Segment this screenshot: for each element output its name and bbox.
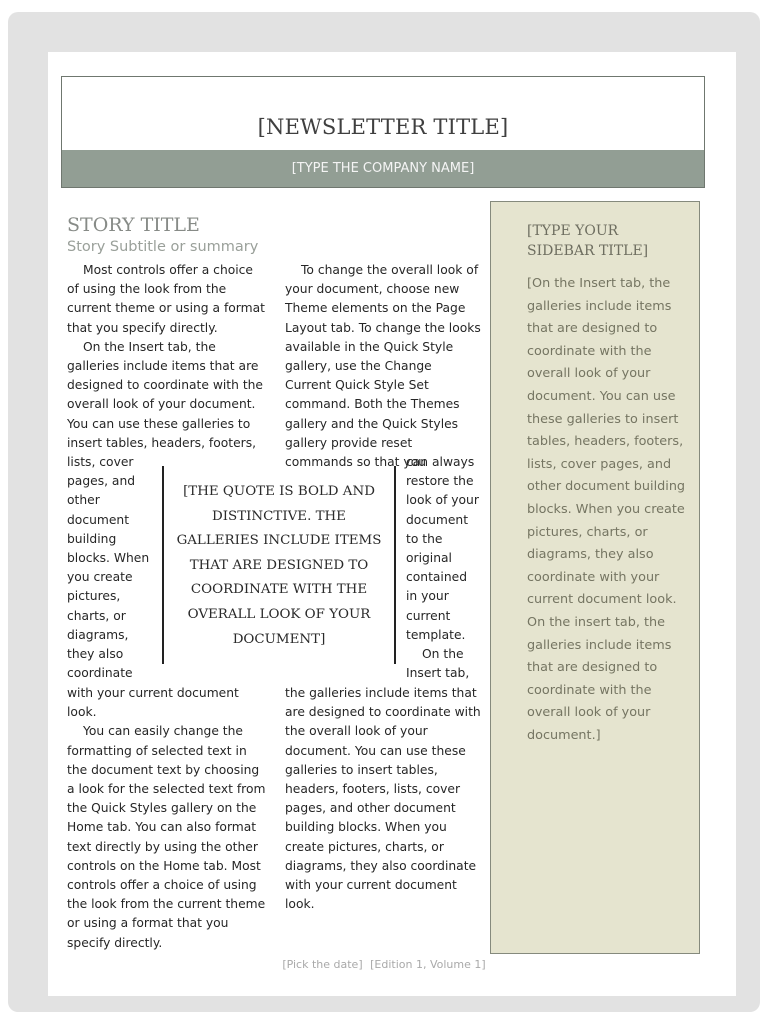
column-1-bottom[interactable] xyxy=(67,684,267,953)
paragraph: On the Insert tab, the galleries include items that are designed to coordinate with the overall look of your document. You can use these galleries to insert tables, headers, footers, xyxy=(67,339,263,450)
paragraph: can always restore the look of your document to the original contained in your current template. xyxy=(406,455,479,642)
edition-field[interactable]: [Edition 1, Volume 1] xyxy=(370,958,486,971)
paragraph: To change the overall look of your document, choose new Theme elements on the Page Layout tab. To change the looks available in the Quick Style gallery, use the Change Current Quick Style Set command. Both the Themes gallery and the Quick Styles gallery provide reset commands so that you xyxy=(285,263,481,470)
story-subtitle[interactable]: Story Subtitle or summary xyxy=(67,239,259,255)
paragraph: Most controls offer a choice of using the look from the current theme or using a format that you specify directly. xyxy=(67,263,265,335)
pull-quote-text: [THE QUOTE IS BOLD AND DISTINCTIVE. THE GALLERIES INCLUDE ITEMS THAT ARE DESIGNED TO COORDINATE WITH THE OVERALL LOOK OF YOUR DOCUMENT] xyxy=(176,484,382,647)
sidebar[interactable] xyxy=(490,201,700,954)
story-title[interactable]: STORY TITLE xyxy=(67,214,200,236)
paragraph: lists, cover pages, and other document building blocks. When you create pictures, charts, or diagrams, they also coordinate xyxy=(67,455,150,681)
company-name-band xyxy=(62,150,704,187)
paragraph: You can easily change the formatting of selected text in the document text by choosing a look for the selected text from the Quick Styles gallery on the Home tab. You can also format text directly by using the other controls on the Home tab. Most controls offer a choice of using the look from the current theme or using a format that you specify directly. xyxy=(67,724,266,950)
company-name[interactable]: [TYPE THE COMPANY NAME] xyxy=(291,161,475,176)
column-1-top[interactable] xyxy=(67,261,267,453)
sidebar-title: [TYPE YOUR SIDEBAR TITLE] xyxy=(527,223,649,259)
pull-quote-box[interactable] xyxy=(162,466,396,664)
paragraph: with your current document look. xyxy=(67,686,239,720)
paragraph: On the Insert tab, xyxy=(406,647,470,681)
column-2-bottom[interactable] xyxy=(285,684,481,914)
paragraph: the galleries include items that are designed to coordinate with the overall look of your document. You can use these galleries to insert tables, headers, footers, lists, cover pages, and other document building blocks. When you create pictures, charts, or diagrams, they also coordinate with your current document look. xyxy=(285,686,481,912)
column-2-wrap[interactable] xyxy=(406,453,481,683)
column-2-top[interactable] xyxy=(285,261,481,472)
masthead xyxy=(61,76,705,188)
sidebar-body: [On the Insert tab, the galleries include items that are designed to coordinate with the overall look of your document. You can use these galleries to insert tables, headers, footers, lists, cover pages, and other document building blocks. When you create pictures, charts, or diagrams, they also coordinate with your current document look. On the insert tab, the galleries include items that are designed to coordinate with the overall look of your document.] xyxy=(527,276,686,743)
footer xyxy=(0,958,768,971)
date-field[interactable]: [Pick the date] xyxy=(282,958,363,971)
newsletter-title[interactable]: [NEWSLETTER TITLE] xyxy=(257,115,509,139)
column-1-wrap[interactable] xyxy=(67,453,155,683)
